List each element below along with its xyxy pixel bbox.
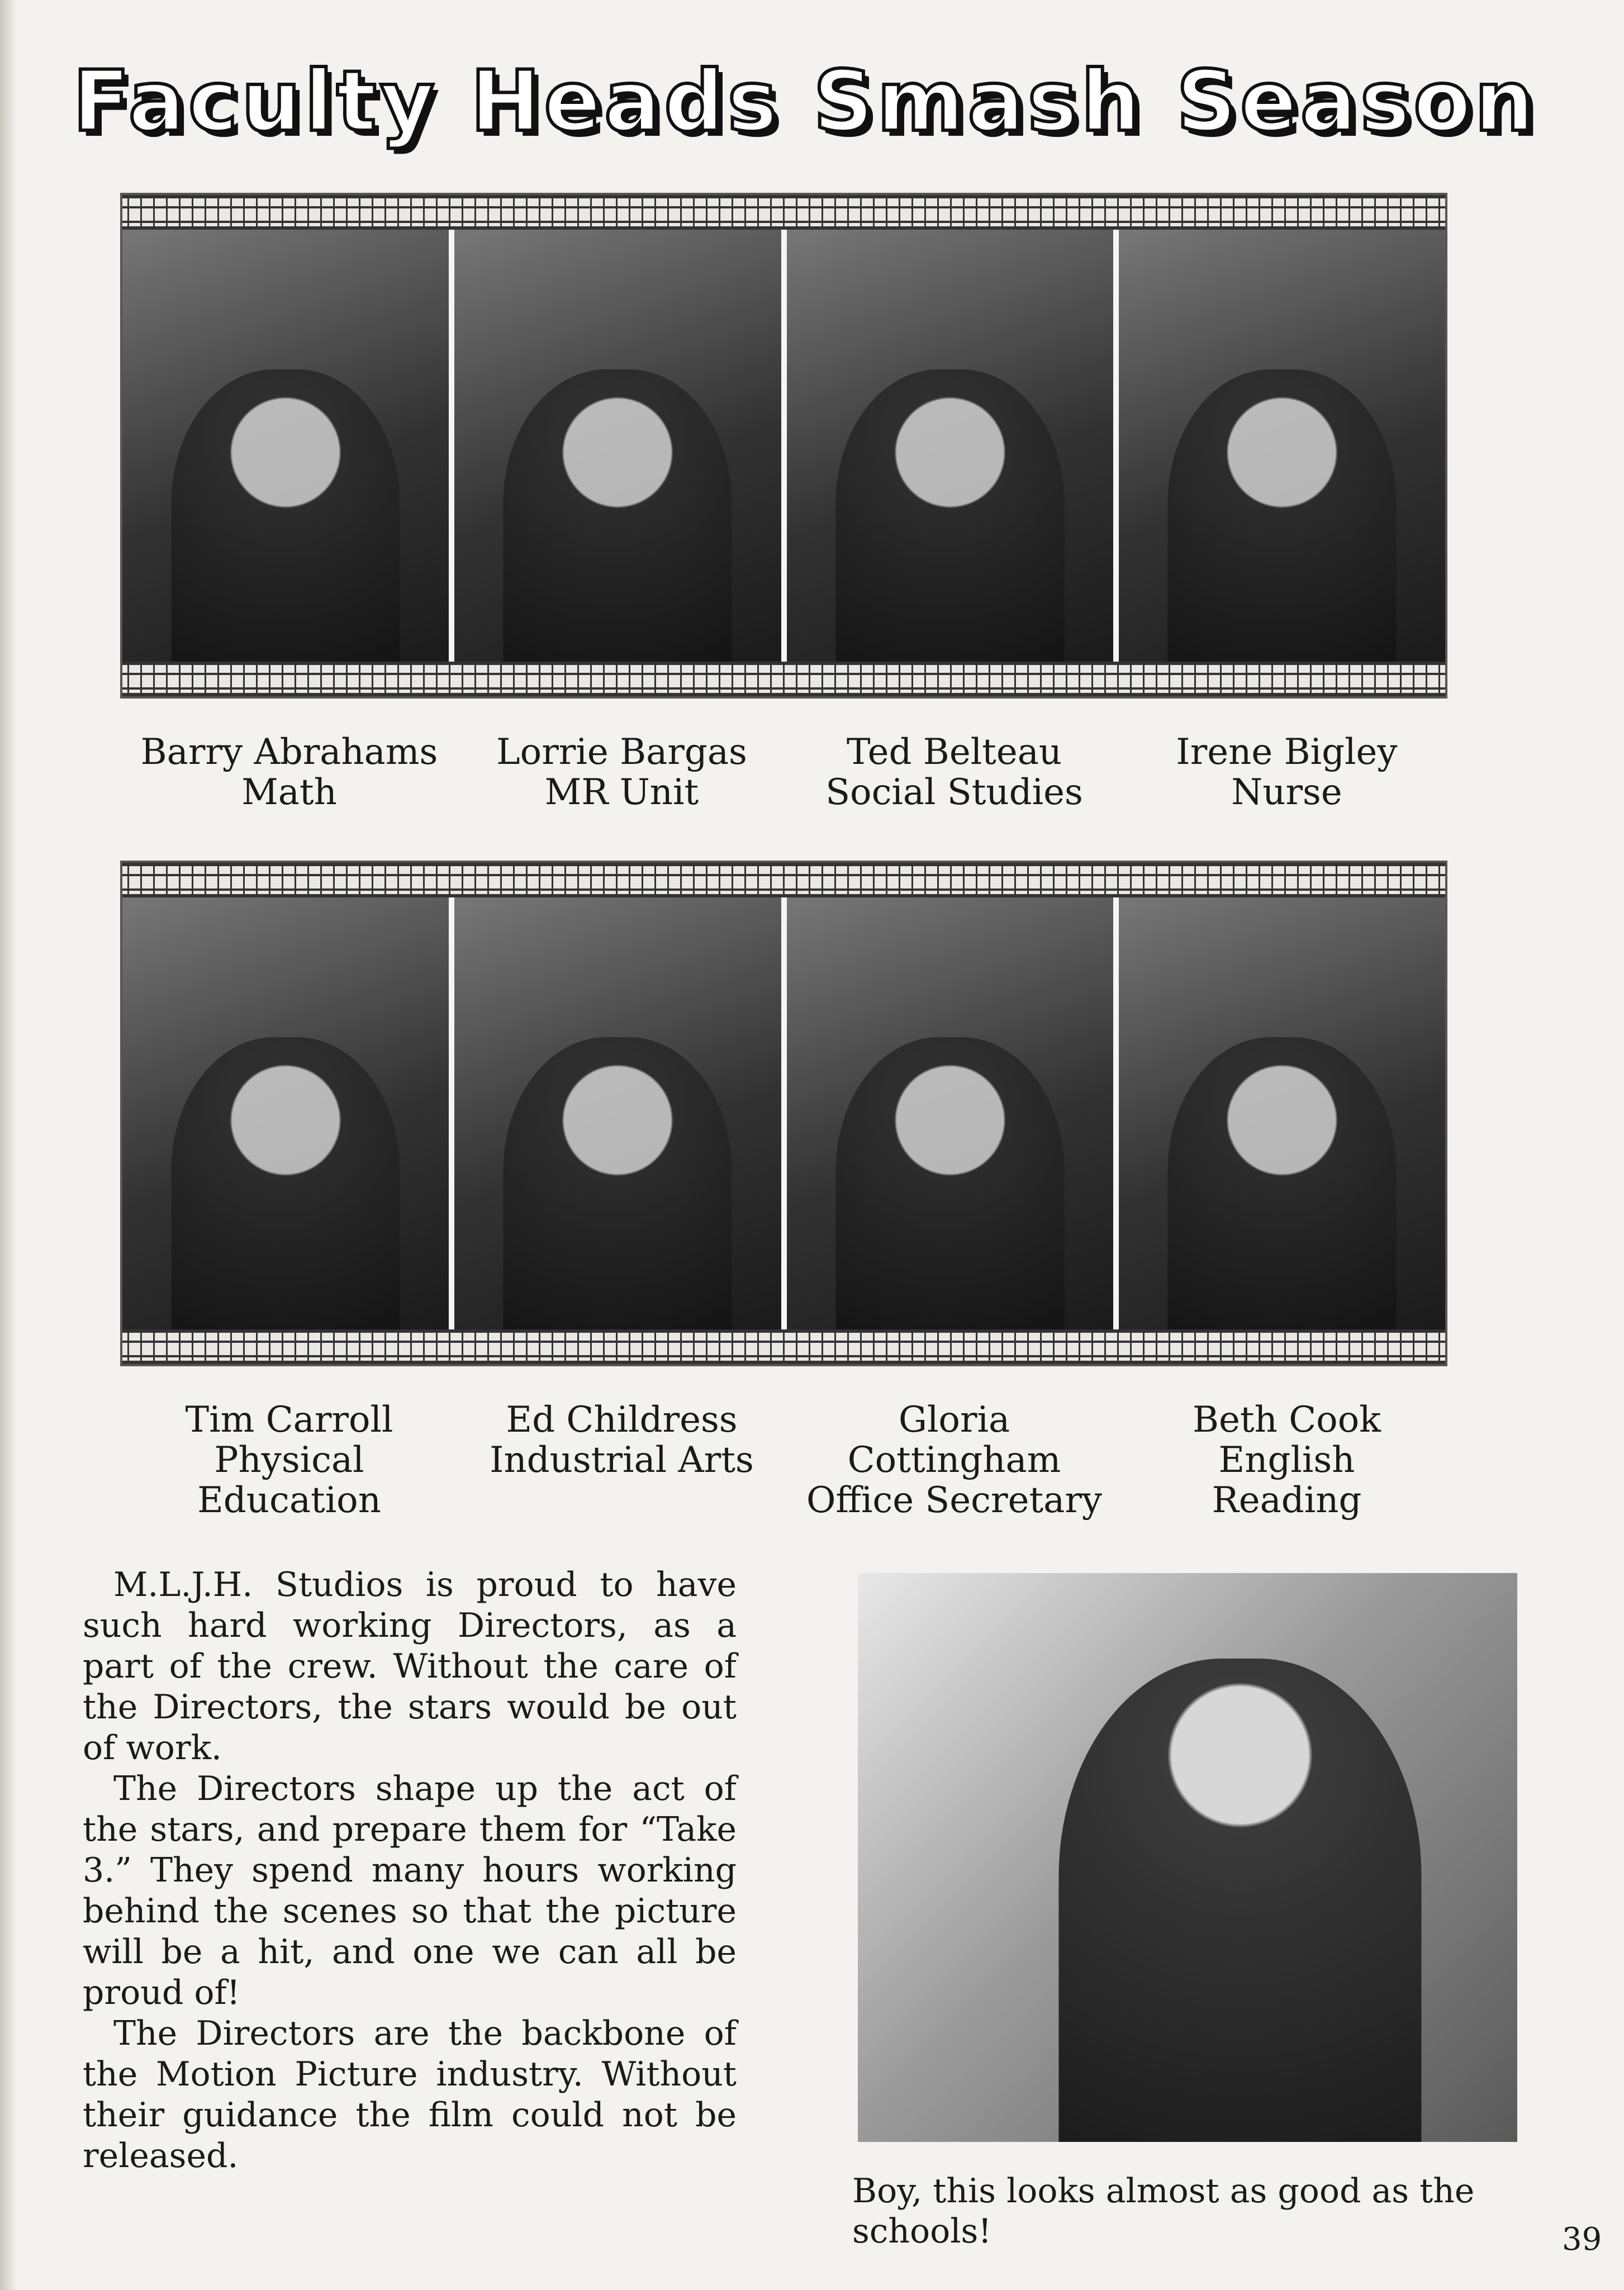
faculty-photo-ed-childress bbox=[454, 897, 781, 1334]
page-title: Faculty Heads Smash Season bbox=[73, 53, 1538, 150]
article-paragraph: The Directors shape up the act of the stars, and prepare them for “Take 3.” They spend many hours working behind the scenes so that the picture will be a hit, and one we can all be proud of! bbox=[83, 1769, 737, 2012]
film-perforations-bottom bbox=[122, 1329, 1445, 1364]
faculty-subject-secondary: Reading bbox=[1212, 1480, 1362, 1521]
article-paragraph: M.L.J.H. Studios is proud to have such hard working Directors, as a part of the crew. Without the care of the Directors, the stars would be out of work. bbox=[83, 1565, 737, 1768]
faculty-name: Tim Carroll bbox=[185, 1399, 393, 1441]
film-perforations-top bbox=[122, 195, 1445, 230]
faculty-subject: Industrial Arts bbox=[490, 1439, 754, 1481]
faculty-caption bbox=[123, 732, 455, 813]
faculty-subject: Office Secretary bbox=[806, 1480, 1103, 1521]
faculty-photo-tim-carroll bbox=[122, 897, 449, 1334]
faculty-caption bbox=[123, 1400, 455, 1521]
faculty-name: Irene Bigley bbox=[1176, 731, 1398, 773]
faculty-photo-gloria-cottingham bbox=[787, 897, 1113, 1334]
faculty-subject: Nurse bbox=[1231, 772, 1342, 813]
faculty-subject: Math bbox=[241, 772, 337, 813]
article-body bbox=[83, 1565, 737, 2177]
faculty-caption bbox=[1120, 1400, 1453, 1521]
feature-photo bbox=[858, 1573, 1517, 2142]
faculty-subject: Physical Education bbox=[197, 1439, 381, 1521]
faculty-caption bbox=[788, 1400, 1120, 1521]
caption-row-1 bbox=[123, 732, 1453, 813]
faculty-subject: Social Studies bbox=[825, 772, 1083, 813]
faculty-name: Beth Cook bbox=[1193, 1399, 1381, 1441]
faculty-name: Ed Childress bbox=[506, 1399, 738, 1441]
faculty-caption bbox=[455, 732, 788, 813]
film-perforations-bottom bbox=[122, 662, 1445, 696]
faculty-photo-irene-bigley bbox=[1119, 230, 1445, 666]
faculty-name: Ted Belteau bbox=[846, 731, 1062, 773]
faculty-subject: English bbox=[1218, 1439, 1355, 1481]
faculty-photo-beth-cook bbox=[1119, 897, 1445, 1334]
faculty-name: Gloria Cottingham bbox=[847, 1399, 1061, 1481]
faculty-name: Barry Abrahams bbox=[140, 731, 438, 773]
page-binding-edge bbox=[0, 0, 17, 2290]
faculty-photo-barry-abrahams bbox=[122, 230, 449, 666]
faculty-name: Lorrie Bargas bbox=[496, 731, 747, 773]
caption-row-2 bbox=[123, 1400, 1453, 1521]
faculty-caption bbox=[455, 1400, 788, 1521]
film-perforations-top bbox=[122, 863, 1445, 897]
faculty-caption bbox=[788, 732, 1120, 813]
article-paragraph: The Directors are the backbone of the Motion Picture industry. Without their guidance the film could not be released. bbox=[83, 2014, 737, 2175]
filmstrip-row-2 bbox=[120, 861, 1447, 1366]
faculty-subject: MR Unit bbox=[544, 772, 699, 813]
filmstrip-row-1 bbox=[120, 193, 1447, 699]
faculty-photo-lorrie-bargas bbox=[454, 230, 781, 666]
page-number: 39 bbox=[1562, 2221, 1602, 2258]
faculty-caption bbox=[1120, 732, 1453, 813]
faculty-photo-ted-belteau bbox=[787, 230, 1113, 666]
feature-photo-caption: Boy, this looks almost as good as the schools! bbox=[852, 2172, 1475, 2251]
